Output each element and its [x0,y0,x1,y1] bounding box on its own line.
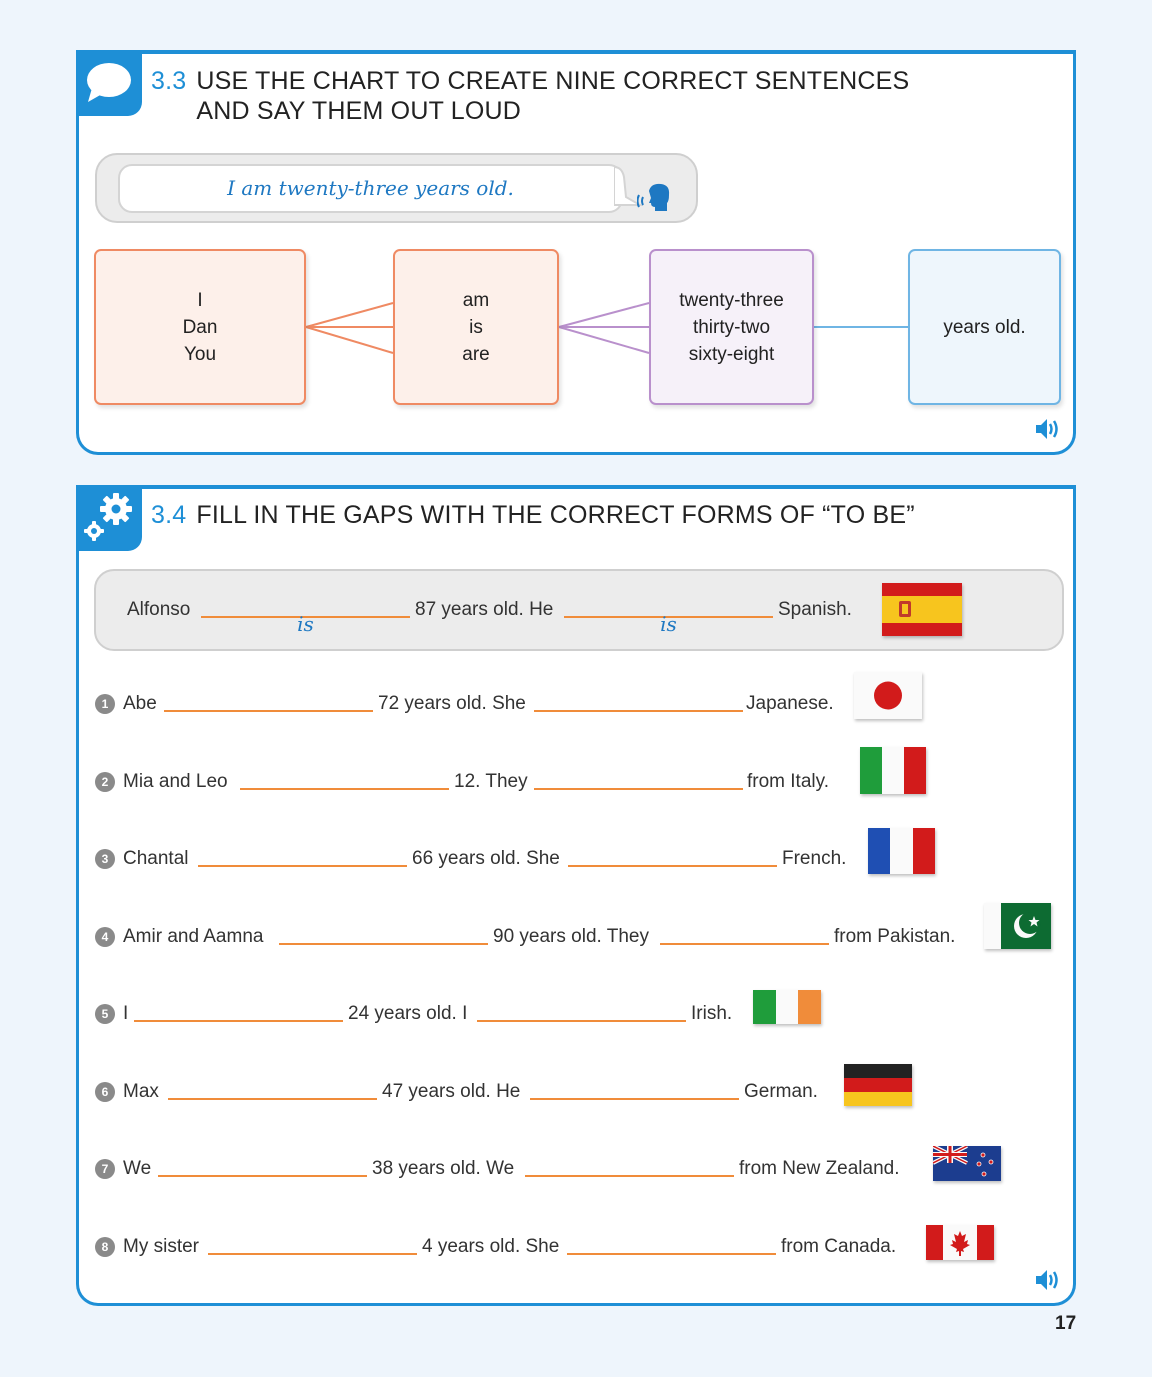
audio-icon[interactable] [1034,1267,1062,1293]
subject-option: You [183,343,217,365]
sentence-part: French. [782,848,847,869]
sentence-part: Max [123,1081,159,1102]
gears-tab [76,485,142,551]
audio-icon[interactable] [1034,416,1062,442]
answer-gap [564,612,773,636]
item-number: 5 [95,1004,115,1024]
sentence-part: Mia and Leo [123,771,228,792]
sentence-part: 4 years old. She [422,1236,560,1257]
answer-gap[interactable] [660,943,829,945]
exercise-heading [151,500,915,530]
item-number: 2 [95,772,115,792]
ending-text: years old. [943,316,1026,338]
answer-gap [201,612,410,636]
sentence-part: 66 years old. She [412,848,560,869]
sentence-part: We [123,1158,152,1179]
answer-gap[interactable] [567,1253,776,1255]
exercise-row [79,1154,1079,1184]
item-number: 6 [95,1082,115,1102]
answer-gap[interactable] [279,943,488,945]
sentence-part: Chantal [123,848,189,869]
exercise-row [79,767,1079,797]
spain-flag-icon [882,583,962,636]
verb-option: is [469,316,483,338]
answer-gap[interactable] [525,1175,734,1177]
answer-gap[interactable] [534,710,743,712]
example-box [94,569,1064,651]
item-number: 8 [95,1237,115,1257]
sentence-part: 90 years old. They [493,926,649,947]
answer-gap[interactable] [240,788,449,790]
france-flag-icon [868,828,935,874]
sentence-part: 47 years old. He [382,1081,521,1102]
sentence-part: Amir and Aamna [123,926,264,947]
number-option: thirty-two [692,316,771,338]
ireland-flag-icon [753,990,821,1024]
sentence-part: I [123,1003,129,1024]
item-number: 7 [95,1159,115,1179]
exercise-row [79,922,1079,952]
new-zealand-flag-icon [933,1146,1001,1181]
japan-flag-icon [854,672,922,719]
exercise-number: 3.4 [151,501,187,529]
exercise-title: USE THE CHART TO CREATE NINE CORRECT SENTENCES AND SAY THEM OUT LOUD [196,67,910,125]
sentence-part: 87 years old. He [415,599,554,620]
subject-option: I [197,289,203,311]
answer-gap[interactable] [208,1253,417,1255]
exercise-row [79,1077,1079,1107]
gears-icon [76,485,142,551]
verb-option: am [462,289,490,311]
sentence-part: 12. They [454,771,528,792]
exercise-3-3-panel [76,50,1076,455]
sentence-part: German. [744,1081,818,1102]
answer-gap[interactable] [164,710,373,712]
answer-gap[interactable] [168,1098,377,1100]
example-sentence: I am twenty-three years old. [118,164,623,213]
sentence-part: from Italy. [747,771,829,792]
exercise-number: 3.3 [151,67,187,95]
sentence-part: Irish. [691,1003,733,1024]
answer-gap[interactable] [477,1020,686,1022]
exercise-3-4-panel [76,485,1076,1306]
item-number: 3 [95,849,115,869]
sentence-part: Alfonso [127,599,191,620]
example-answer: is [660,612,677,636]
pakistan-flag-icon [984,903,1051,949]
sentence-part: Spanish. [778,599,852,620]
sentence-part: from Canada. [781,1236,897,1257]
canada-flag-icon [926,1225,994,1260]
verb-option: are [462,343,490,365]
item-number: 4 [95,927,115,947]
sentence-part: 24 years old. I [348,1003,468,1024]
exercise-row [79,999,1079,1029]
answer-gap[interactable] [530,1098,739,1100]
sentence-part: Japanese. [746,693,834,714]
sentence-part: 38 years old. We [372,1158,515,1179]
subject-option: Dan [182,316,218,338]
germany-flag-icon [844,1064,912,1106]
answer-gap[interactable] [534,788,743,790]
number-option: sixty-eight [688,343,775,365]
answer-gap[interactable] [158,1175,367,1177]
exercise-title: FILL IN THE GAPS WITH THE CORRECT FORMS OF “TO BE” [196,501,915,529]
item-number: 1 [95,694,115,714]
answer-gap[interactable] [198,865,407,867]
subject-box [94,249,306,405]
italy-flag-icon [860,747,926,794]
sentence-part: Abe [123,693,157,714]
page-number: 17 [1055,1313,1077,1334]
example-answer: is [297,612,314,636]
answer-gap[interactable] [568,865,777,867]
sentence-part: from New Zealand. [739,1158,900,1179]
number-box [649,249,814,405]
number-option: twenty-three [679,289,784,311]
sentence-part: My sister [123,1236,199,1257]
exercise-row [79,689,1079,719]
ending-box [908,249,1061,405]
verb-box [393,249,559,405]
sentence-part: 72 years old. She [378,693,526,714]
sentence-part: from Pakistan. [834,926,956,947]
answer-gap[interactable] [134,1020,343,1022]
